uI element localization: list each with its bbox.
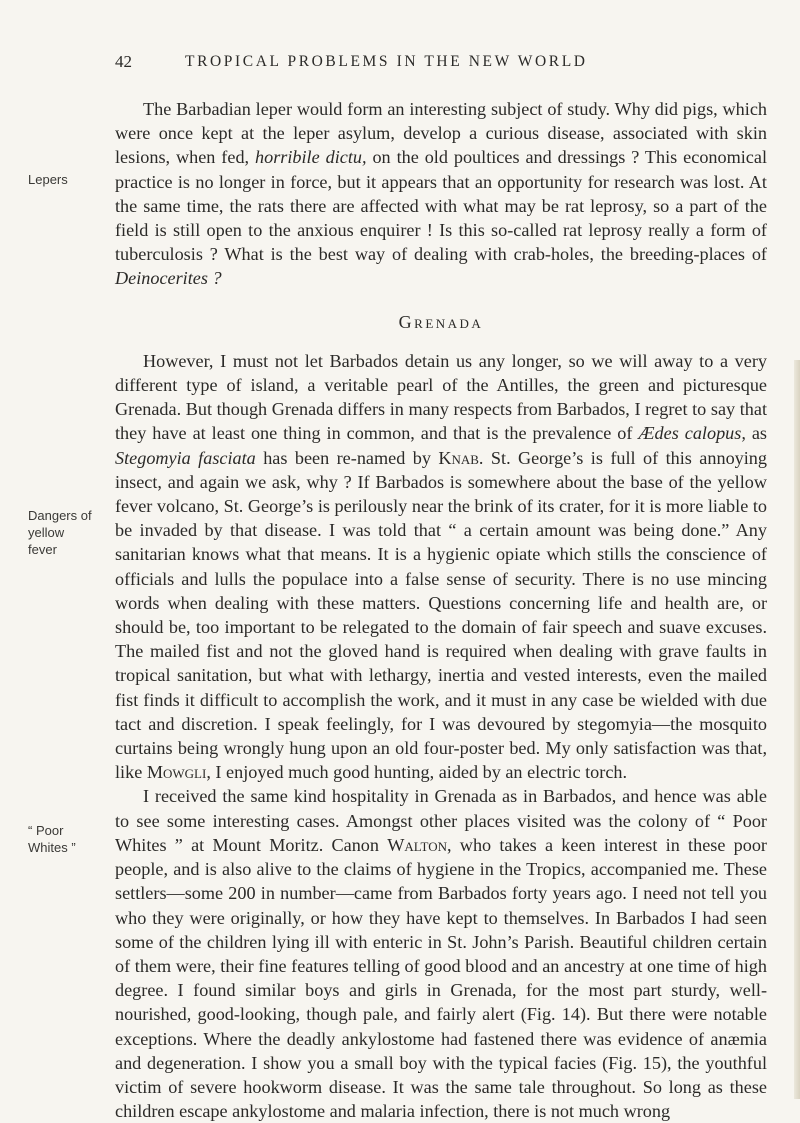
paragraph-grenada: However, I must not let Barbados detain us any longer, so we will away to a very different type of island, a veritable pearl of the Antilles, the green and picturesque Grenada. But though Grenada differs in many respects from Barbados, I regret to say that they have at least one thing in common, and that is the prevalence of Ædes calopus, as Stegomyia fasciata has been re-named by Knab. St. George’s is full of this annoying insect, and again we ask, why ? If Barbados is somewhere about the base of the yellow fever volcano, St. George’s is perilously near the brink of its crater, for it is more liable to be invaded by that disease. I was told that “ a certain amount was being done.” Any sanitarian knows what that means. It is a hygienic opiate which stills the conscience of officials and lulls the populace into a false sense of security. There is no use mincing words when dealing with these matters. Questions concerning life and health are, or should be, too important to be relegated to the domain of fair speech and suave excuses. The mailed fist and not the gloved hand is required when dealing with grave faults in tropical sanitation, but what with lethargy, inertia and vested interests, even the mailed fist finds it difficult to accomplish the work, and it must in any case be wielded with due tact and discretion. I speak feelingly, for I was devoured by stegomyia—the mosquito curtains being wrongly hung upon an old four-poster bed. My only satisfaction was that, like Mowgli, I enjoyed much good hunting, aided by an electric torch.: [115, 350, 768, 783]
margin-note-poor-whites: “ Poor Whites ”: [28, 823, 76, 855]
page-number: 42: [115, 52, 132, 71]
running-title: TROPICAL PROBLEMS IN THE NEW WORLD: [185, 53, 588, 70]
body-text: [115, 97, 767, 1123]
margin-note-yellow-fever: Dangers of yellow fever: [28, 508, 92, 557]
margin-note-lepers: Lepers: [28, 172, 68, 187]
section-heading-grenada: Grenada: [398, 311, 484, 332]
paragraph-lepers: The Barbadian leper would form an interesting subject of study. Why did pigs, which were once kept at the leper asylum, develop a curious disease, associated with skin lesions, when fed, horribile dictu, on the old poultices and dressings ? This economical practice is no longer in force, but it appears that an opportunity for research was lost. At the same time, the rats there are affected with what may be rat leprosy, so a part of the field is still open to the anxious enquirer ! Is this so-called rat leprosy really a form of tuberculosis ? What is the best way of dealing with crab-holes, the breeding-places of Deinocerites ?: [115, 99, 768, 289]
paragraph-poor-whites: I received the same kind hospitality in Grenada as in Barbados, and hence was able to see some interesting cases. Amongst other places visited was the colony of “ Poor Whites ” at Mount Moritz. Canon Walton, who takes a keen interest in these poor people, and is also alive to the claims of hygiene in the Tropics, accompanied me. These settlers—some 200 in number—came from Barbados forty years ago. I need not tell you who they were originally, or how they have kept to themselves. In Barbados I had seen some of the children lying ill with enteric in St. John’s Parish. Beautiful children certain of them were, their fine features telling of good blood and an ancestry at one time of high degree. I found similar boys and girls in Grenada, for the most part sturdy, well-nourished, good-looking, though pale, and fairly alert (Fig. 14). But there were notable exceptions. Where the deadly ankylostome had fastened there was evidence of anæmia and degeneration. I show you a small boy with the typical facies (Fig. 15), the youthful victim of severe hookworm disease. It was the same tale throughout. So long as these children escape ankylostome and malaria infection, there is not much wrong: [115, 786, 767, 1122]
page-edge-shadow: [794, 360, 800, 1099]
